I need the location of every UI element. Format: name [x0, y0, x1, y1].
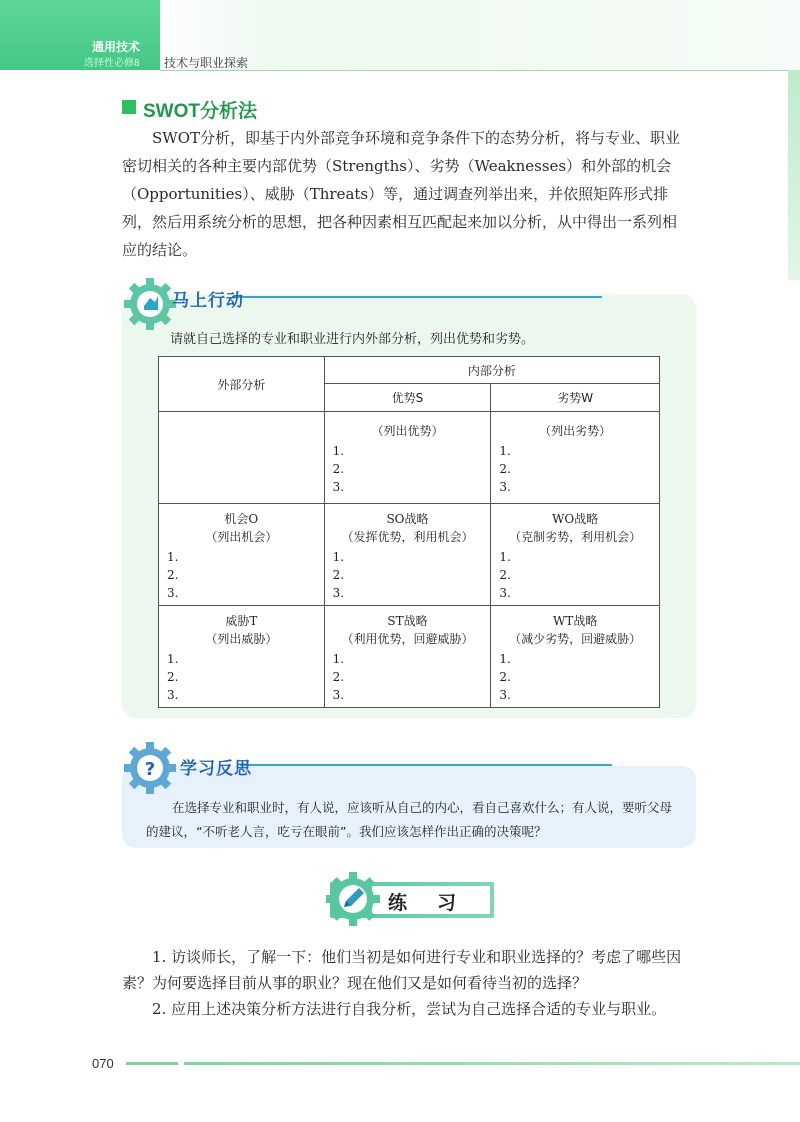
- threats-cell: [159, 606, 325, 708]
- swot-table: [158, 356, 660, 708]
- weaknesses-header: 劣势W: [491, 384, 660, 412]
- action-title: 马上行动: [172, 291, 244, 310]
- list-item: 2.: [167, 568, 179, 582]
- list-item: 1.: [332, 652, 345, 666]
- reflect-title: 学习反思: [180, 759, 252, 778]
- header-subseries: 选择性必修8: [84, 58, 140, 69]
- wt-strategy-title: WT战略: [552, 614, 598, 628]
- list-item: 3.: [499, 480, 511, 494]
- list-item: 1.: [167, 652, 179, 666]
- wo-strategy-title: WO战略: [552, 512, 599, 526]
- list-item: 2.: [167, 670, 179, 684]
- list-item: 1.: [499, 550, 511, 564]
- list-item: 2.: [499, 462, 511, 476]
- threats-sub: （列出威胁）: [205, 632, 278, 646]
- so-strategy-sub: （发挥优势，利用机会）: [341, 530, 474, 544]
- st-strategy-title: ST战略: [387, 614, 428, 628]
- exercise-item-2: 2. 应用上述决策分析方法进行自我分析，尝试为自己选择合适的专业与职业。: [152, 1000, 667, 1018]
- list-item: 3.: [167, 688, 179, 702]
- list-item: 1.: [499, 652, 511, 666]
- section-marker-icon: [122, 100, 136, 114]
- opportunities-label: 机会O: [224, 512, 259, 526]
- wo-strategy-sub: （克制劣势，利用机会）: [509, 530, 642, 544]
- action-prompt: 请就自己选择的专业和职业进行内外部分析，列出优势和劣势。: [170, 332, 535, 347]
- footer-rule: [184, 1062, 800, 1065]
- wo-strategy-cell: [491, 504, 660, 606]
- weaknesses-cell-sub: （列出劣势）: [539, 424, 612, 438]
- list-item: 3.: [499, 688, 511, 702]
- question-gear-icon: [122, 740, 178, 796]
- reflect-title-underline: [240, 764, 612, 766]
- threats-label: 威胁T: [225, 614, 258, 628]
- pencil-gear-icon: [324, 870, 382, 928]
- wt-strategy-cell: [491, 606, 660, 708]
- section-title: SWOT分析法: [143, 101, 257, 122]
- list-item: 3.: [332, 586, 345, 600]
- header-divider: [160, 70, 800, 71]
- empty-cell: [159, 412, 325, 504]
- external-analysis-header: 外部分析: [159, 357, 325, 412]
- list-item: 2.: [499, 568, 511, 582]
- opportunities-cell: [159, 504, 325, 606]
- strengths-cell: [324, 412, 491, 504]
- action-title-underline: [232, 296, 602, 298]
- st-strategy-sub: （利用优势，回避威胁）: [341, 632, 474, 646]
- wt-strategy-sub: （减少劣势，回避威胁）: [509, 632, 642, 646]
- svg-text:?: ?: [144, 759, 156, 780]
- list-item: 1.: [332, 550, 345, 564]
- exercise-item-1: 1. 访谈师长，了解一下：他们当初是如何进行专业和职业选择的？考虑了哪些因素？为何要选择目前从事的职业？现在他们又是如何看待当初的选择？: [122, 948, 682, 992]
- exercise-title: 练习: [388, 892, 487, 914]
- strengths-header: 优势S: [324, 384, 491, 412]
- list-item: 3.: [167, 586, 179, 600]
- reflect-text: 在选择专业和职业时，有人说，应该听从自己的内心，看自己喜欢什么；有人说，要听父母的建议，“不听老人言，吃亏在眼前”。我们应该怎样作出正确的决策呢？: [146, 800, 673, 839]
- so-strategy-title: SO战略: [386, 512, 429, 526]
- list-item: 2.: [332, 568, 345, 582]
- internal-analysis-header: 内部分析: [324, 357, 659, 384]
- list-item: 2.: [332, 670, 345, 684]
- list-item: 1.: [332, 444, 345, 458]
- list-item: 2.: [499, 670, 511, 684]
- opportunities-sub: （列出机会）: [205, 530, 278, 544]
- list-item: 2.: [332, 462, 345, 476]
- list-item: 1.: [167, 550, 179, 564]
- page-number: 070: [92, 1056, 114, 1071]
- header-book-title: 技术与职业探索: [164, 56, 249, 70]
- so-strategy-cell: [324, 504, 491, 606]
- side-decoration: [788, 70, 800, 280]
- list-item: 3.: [332, 480, 345, 494]
- footer-rule: [126, 1062, 178, 1065]
- strengths-cell-sub: （列出优势）: [371, 424, 444, 438]
- list-item: 1.: [499, 444, 511, 458]
- header-series: 通用技术: [92, 40, 141, 54]
- section-paragraph: SWOT分析，即基于内外部竞争环境和竞争条件下的态势分析，将与专业、职业密切相关的各种主要内部优势（Strengths）、劣势（Weaknesses）和外部的机会（Opportunities）、威胁（Threats）等，通过调查列举出来，并依照矩阵形式排列，然后用系统分析的思想，把各种因素相互匹配起来加以分析，从中得出一系列相应的结论。: [122, 129, 680, 259]
- st-strategy-cell: [324, 606, 491, 708]
- weaknesses-cell: [491, 412, 660, 504]
- list-item: 3.: [499, 586, 511, 600]
- gear-icon: [122, 276, 178, 332]
- list-item: 3.: [332, 688, 345, 702]
